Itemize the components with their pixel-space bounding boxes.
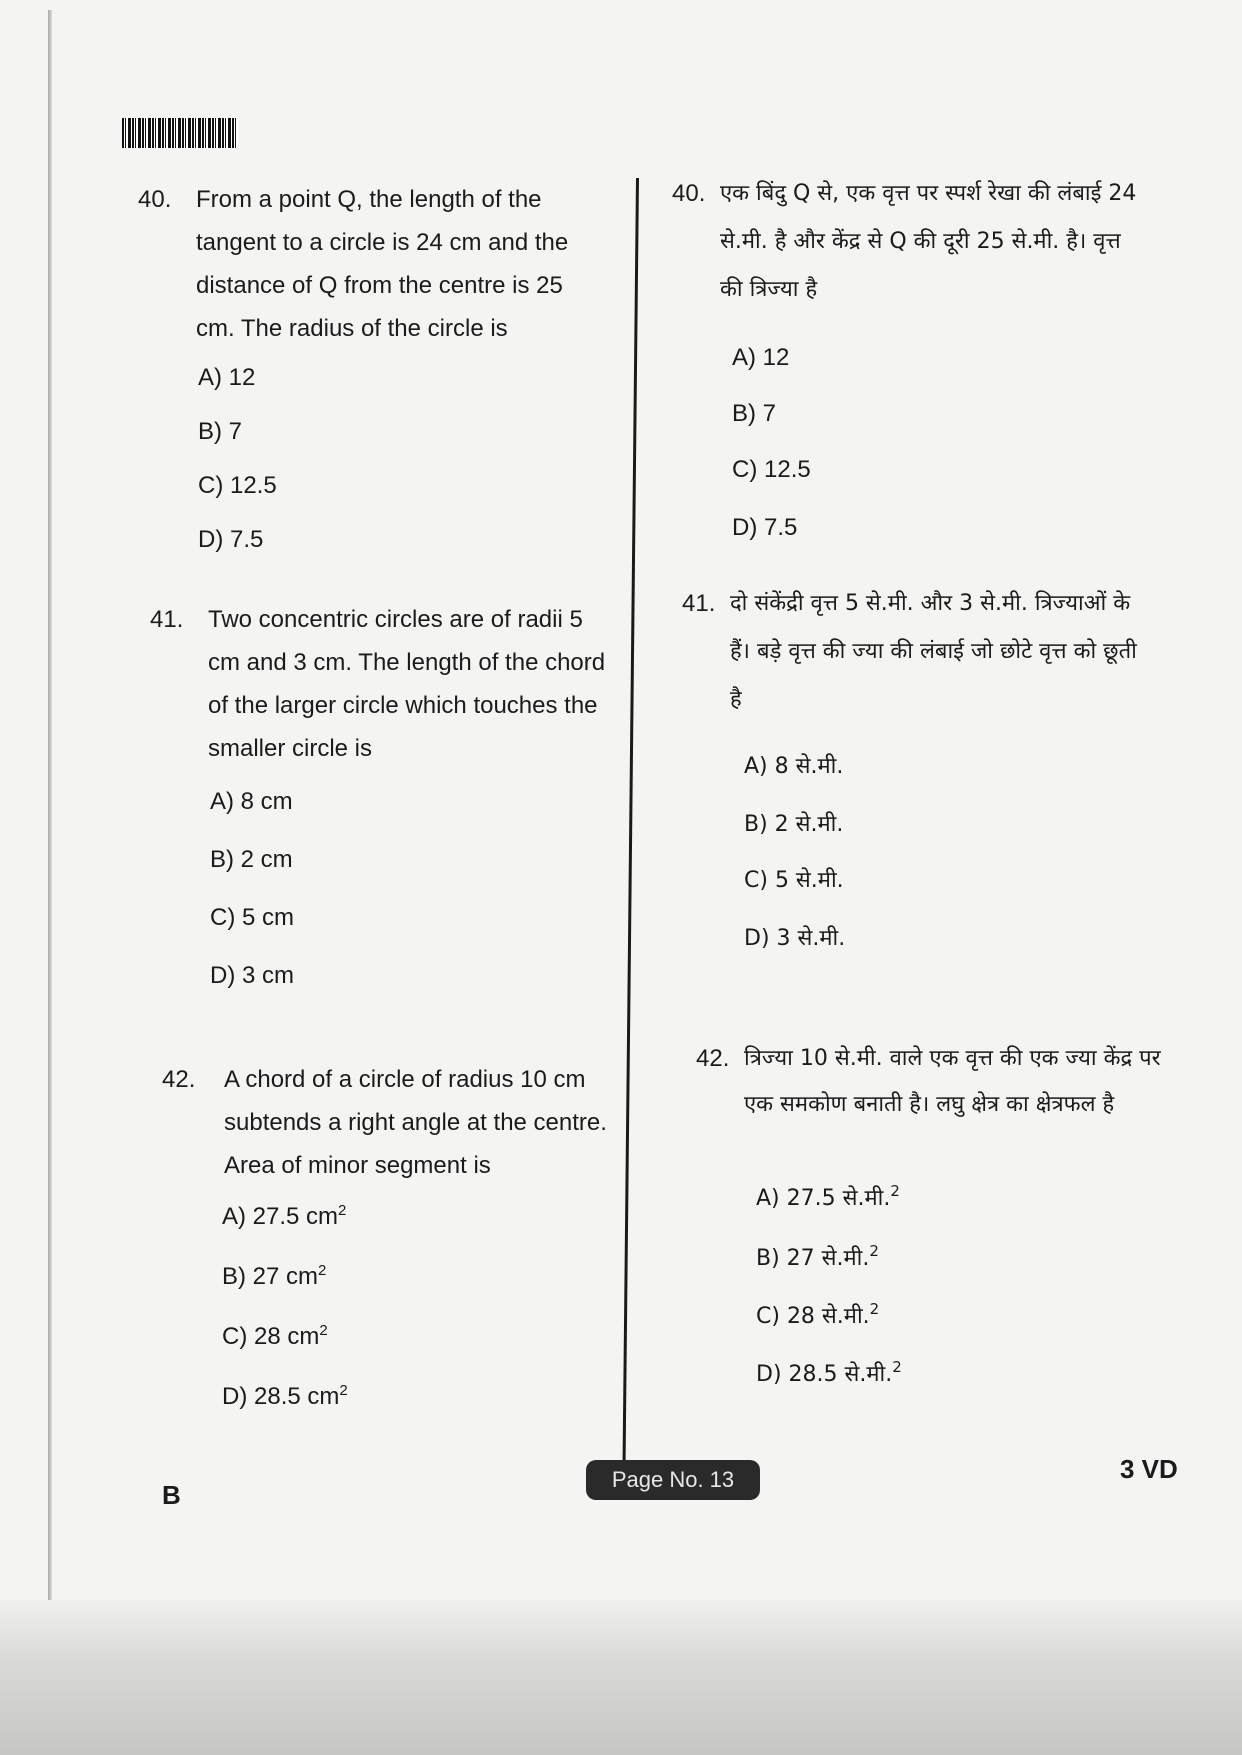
question-number: 40. <box>138 186 172 213</box>
scan-shadow <box>0 1600 1242 1755</box>
option-c: C) 5 cm <box>210 904 294 931</box>
option-a: A) 8 से.मी. <box>744 754 844 779</box>
column-divider <box>622 178 639 1468</box>
option-d: D) 7.5 <box>732 514 798 541</box>
option-d: D) 28.5 से.मी.$^2$ <box>756 1358 902 1387</box>
question-number: 40. <box>672 180 706 207</box>
option-b: B) 2 cm <box>210 846 293 873</box>
option-b: B) 27 से.मी.$^2$ <box>756 1242 879 1271</box>
option-c: C) 28 $cm^2$ <box>222 1322 328 1350</box>
page-edge <box>48 10 52 1610</box>
option-c: C) 28 से.मी.$^2$ <box>756 1300 880 1329</box>
question-stem: A chord of a circle of radius 10 cm subtends a right angle at the centre. Area of minor segment is <box>224 1066 607 1179</box>
option-a: A) 27.5 से.मी.$^2$ <box>756 1182 900 1211</box>
question-number: 41. <box>150 606 184 633</box>
barcode <box>122 118 238 148</box>
option-d: D) 3 cm <box>210 962 294 989</box>
option-a: A) 27.5 $cm^2$ <box>222 1202 347 1230</box>
option-b: B) 27 $cm^2$ <box>222 1262 327 1290</box>
option-d: D) 3 से.मी. <box>744 926 846 951</box>
option-d: D) 28.5 $cm^2$ <box>222 1382 348 1410</box>
question-stem: त्रिज्या 10 से.मी. वाले एक वृत्त की एक ज्या केंद्र पर एक समकोण बनाती है। लघु क्षेत्र का क्षेत्रफल है <box>744 1046 1161 1117</box>
option-b: B) 7 <box>732 400 777 427</box>
set-code: 3 VD <box>1120 1454 1178 1484</box>
option-a: A) 12 <box>198 364 256 391</box>
option-c: C) 12.5 <box>198 472 277 499</box>
option-a: A) 12 <box>732 344 790 371</box>
option-b: B) 7 <box>198 418 243 445</box>
option-d: D) 7.5 <box>198 526 264 553</box>
question-number: 41. <box>682 590 716 617</box>
page-number-badge: Page No. 13 <box>586 1460 760 1500</box>
option-c: C) 12.5 <box>732 456 811 483</box>
question-stem: Two concentric circles are of radii 5 cm and 3 cm. The length of the chord of the larger circle which touches the smaller circle is <box>208 606 606 762</box>
question-stem: दो संकेंद्री वृत्त 5 से.मी. और 3 से.मी. त्रिज्याओं के हैं। बड़े वृत्त की ज्या की लंबाई जो छोटे वृत्त को छूती है <box>730 591 1137 712</box>
question-number: 42. <box>696 1045 730 1072</box>
option-a: A) 8 cm <box>210 788 293 815</box>
question-number: 42. <box>162 1066 196 1093</box>
question-stem: एक बिंदु Q से, एक वृत्त पर स्पर्श रेखा की लंबाई 24 से.मी. है और केंद्र से Q की दूरी 25 से.मी. है। वृत्त की त्रिज्या है <box>720 181 1137 302</box>
option-c: C) 5 से.मी. <box>744 868 844 893</box>
question-stem: From a point Q, the length of the tangent to a circle is 24 cm and the distance of Q from the centre is 25 cm. The radius of the circle is <box>196 186 569 342</box>
option-b: B) 2 से.मी. <box>744 812 844 837</box>
booklet-series: B <box>162 1480 181 1510</box>
